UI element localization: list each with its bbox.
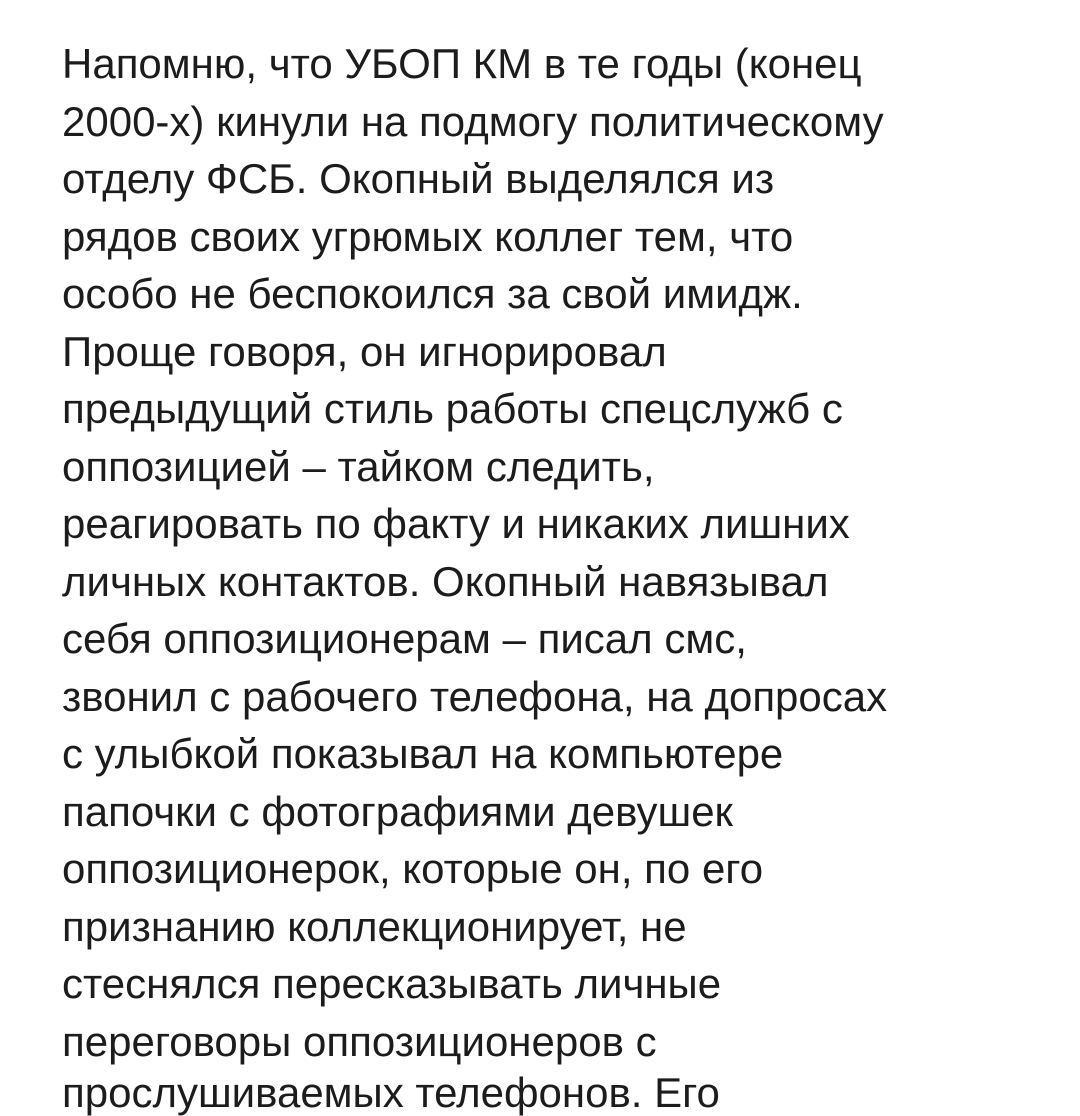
- text-line: звонил с рабочего телефона, на допросах: [62, 673, 888, 720]
- text-line: особо не беспокоился за свой имидж.: [62, 270, 803, 317]
- text-line: признанию коллекционирует, не: [62, 903, 687, 950]
- text-line: стеснялся пересказывать личные: [62, 960, 722, 1007]
- text-line: отделу ФСБ. Окопный выделялся из: [62, 155, 775, 202]
- text-line: Проще говоря, он игнорировал: [62, 328, 667, 375]
- text-line: личных контактов. Окопный навязывал: [62, 558, 829, 605]
- text-line: 2000-х) кинули на подмогу политическому: [62, 98, 884, 145]
- text-line: прослушиваемых телефонов. Его: [62, 1069, 720, 1116]
- text-line: предыдущий стиль работы спецслужб с: [62, 385, 843, 432]
- text-line: рядов своих угрюмых коллег тем, что: [62, 213, 794, 260]
- text-line: папочки с фотографиями девушек: [62, 788, 733, 835]
- text-line: Напомню, что УБОП КМ в те годы (конец: [62, 40, 862, 87]
- text-line: реагировать по факту и никаких лишних: [62, 500, 850, 547]
- text-line: себя оппозиционерам – писал смс,: [62, 615, 747, 662]
- text-line: оппозиционерок, которые он, по его: [62, 845, 764, 892]
- text-line: переговоры оппозиционеров с: [62, 1018, 657, 1065]
- text-line: оппозицией – тайком следить,: [62, 443, 655, 490]
- text-line: с улыбкой показывал на компьютере: [62, 730, 784, 777]
